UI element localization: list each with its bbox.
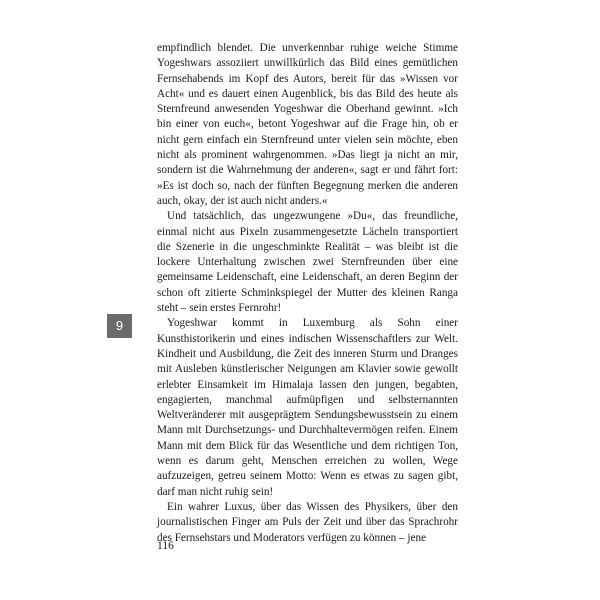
paragraph-1: empfindlich blendet. Die unverkennbar ruhige weiche Stimme Yogeshwars assoziiert unwillkürlich das Bild eines gemütlichen Fernsehabends im Kopf des Autors, bereit für das »Wissen vor Acht« und es dauert einen Augenblick, bis das Bild des heute als Sternfreund anwesenden Yogeshwar die Oberhand gewinnt. »Ich bin einer von euch«, betont Yogeshwar auf die Frage hin, ob er nicht gern einfach ein Sternfreund unter vielen sein möchte, eben nicht als prominent wahrgenommen. »Das liegt ja nicht an mir, sondern ist die Wahrnehmung der anderen«, sagt er und fährt fort: »Es ist doch so, nach der fünften Begegnung merken die anderen auch, okay, der ist auch nicht anders.« xyxy=(157,42,458,207)
paragraph-4: Ein wahrer Luxus, über das Wissen des Physikers, über den journalistischen Finger am Puls der Zeit und über das Sprachrohr des Fernsehstars und Moderators verfügen zu können – jene xyxy=(157,500,458,544)
chapter-tab: 9 xyxy=(107,314,132,338)
body-text xyxy=(157,41,458,546)
paragraph-2: Und tatsächlich, das ungezwungene »Du«, das freundliche, einmal nicht aus Pixeln zusammengesetzte Lächeln transportiert die Szenerie in die ungeschminkte Realität – was bleibt ist die lockere Unterhaltung zwischen zwei Sternfreunden über eine gemeinsame Leidenschaft, eine Leidenschaft, an deren Beginn der schon oft zitierte Schminkspiegel der Mutter des kleinen Ranga steht – sein erstes Fernrohr! xyxy=(157,210,458,315)
page-number: 116 xyxy=(157,540,174,552)
paragraph-3: Yogeshwar kommt in Luxemburg als Sohn einer Kunsthistorikerin und eines indischen Wissenschaftlers zur Welt. Kindheit und Ausbildung, die Zeit des inneren Sturm und Dranges mit Ausleben künstlerischer Neigungen am Klavier sowie gewollt erlebter Einsamkeit im Himalaja lassen den jungen, begabten, engagierten, manchmal aufmüpfigen und selbsternannten Weltveränderer mit ausgeprägtem Sendungsbewusstsein zu einem Mann mit Durchsetzungs- und Durchhaltevermögen reifen. Einem Mann mit dem Blick für das Wesentliche und dem richtigen Ton, wenn es darum geht, Menschen erreichen zu wollen, Wege aufzuzeigen, getreu seinem Motto: Wenn es etwas zu sagen gibt, darf man nicht ruhig sein! xyxy=(157,317,458,498)
